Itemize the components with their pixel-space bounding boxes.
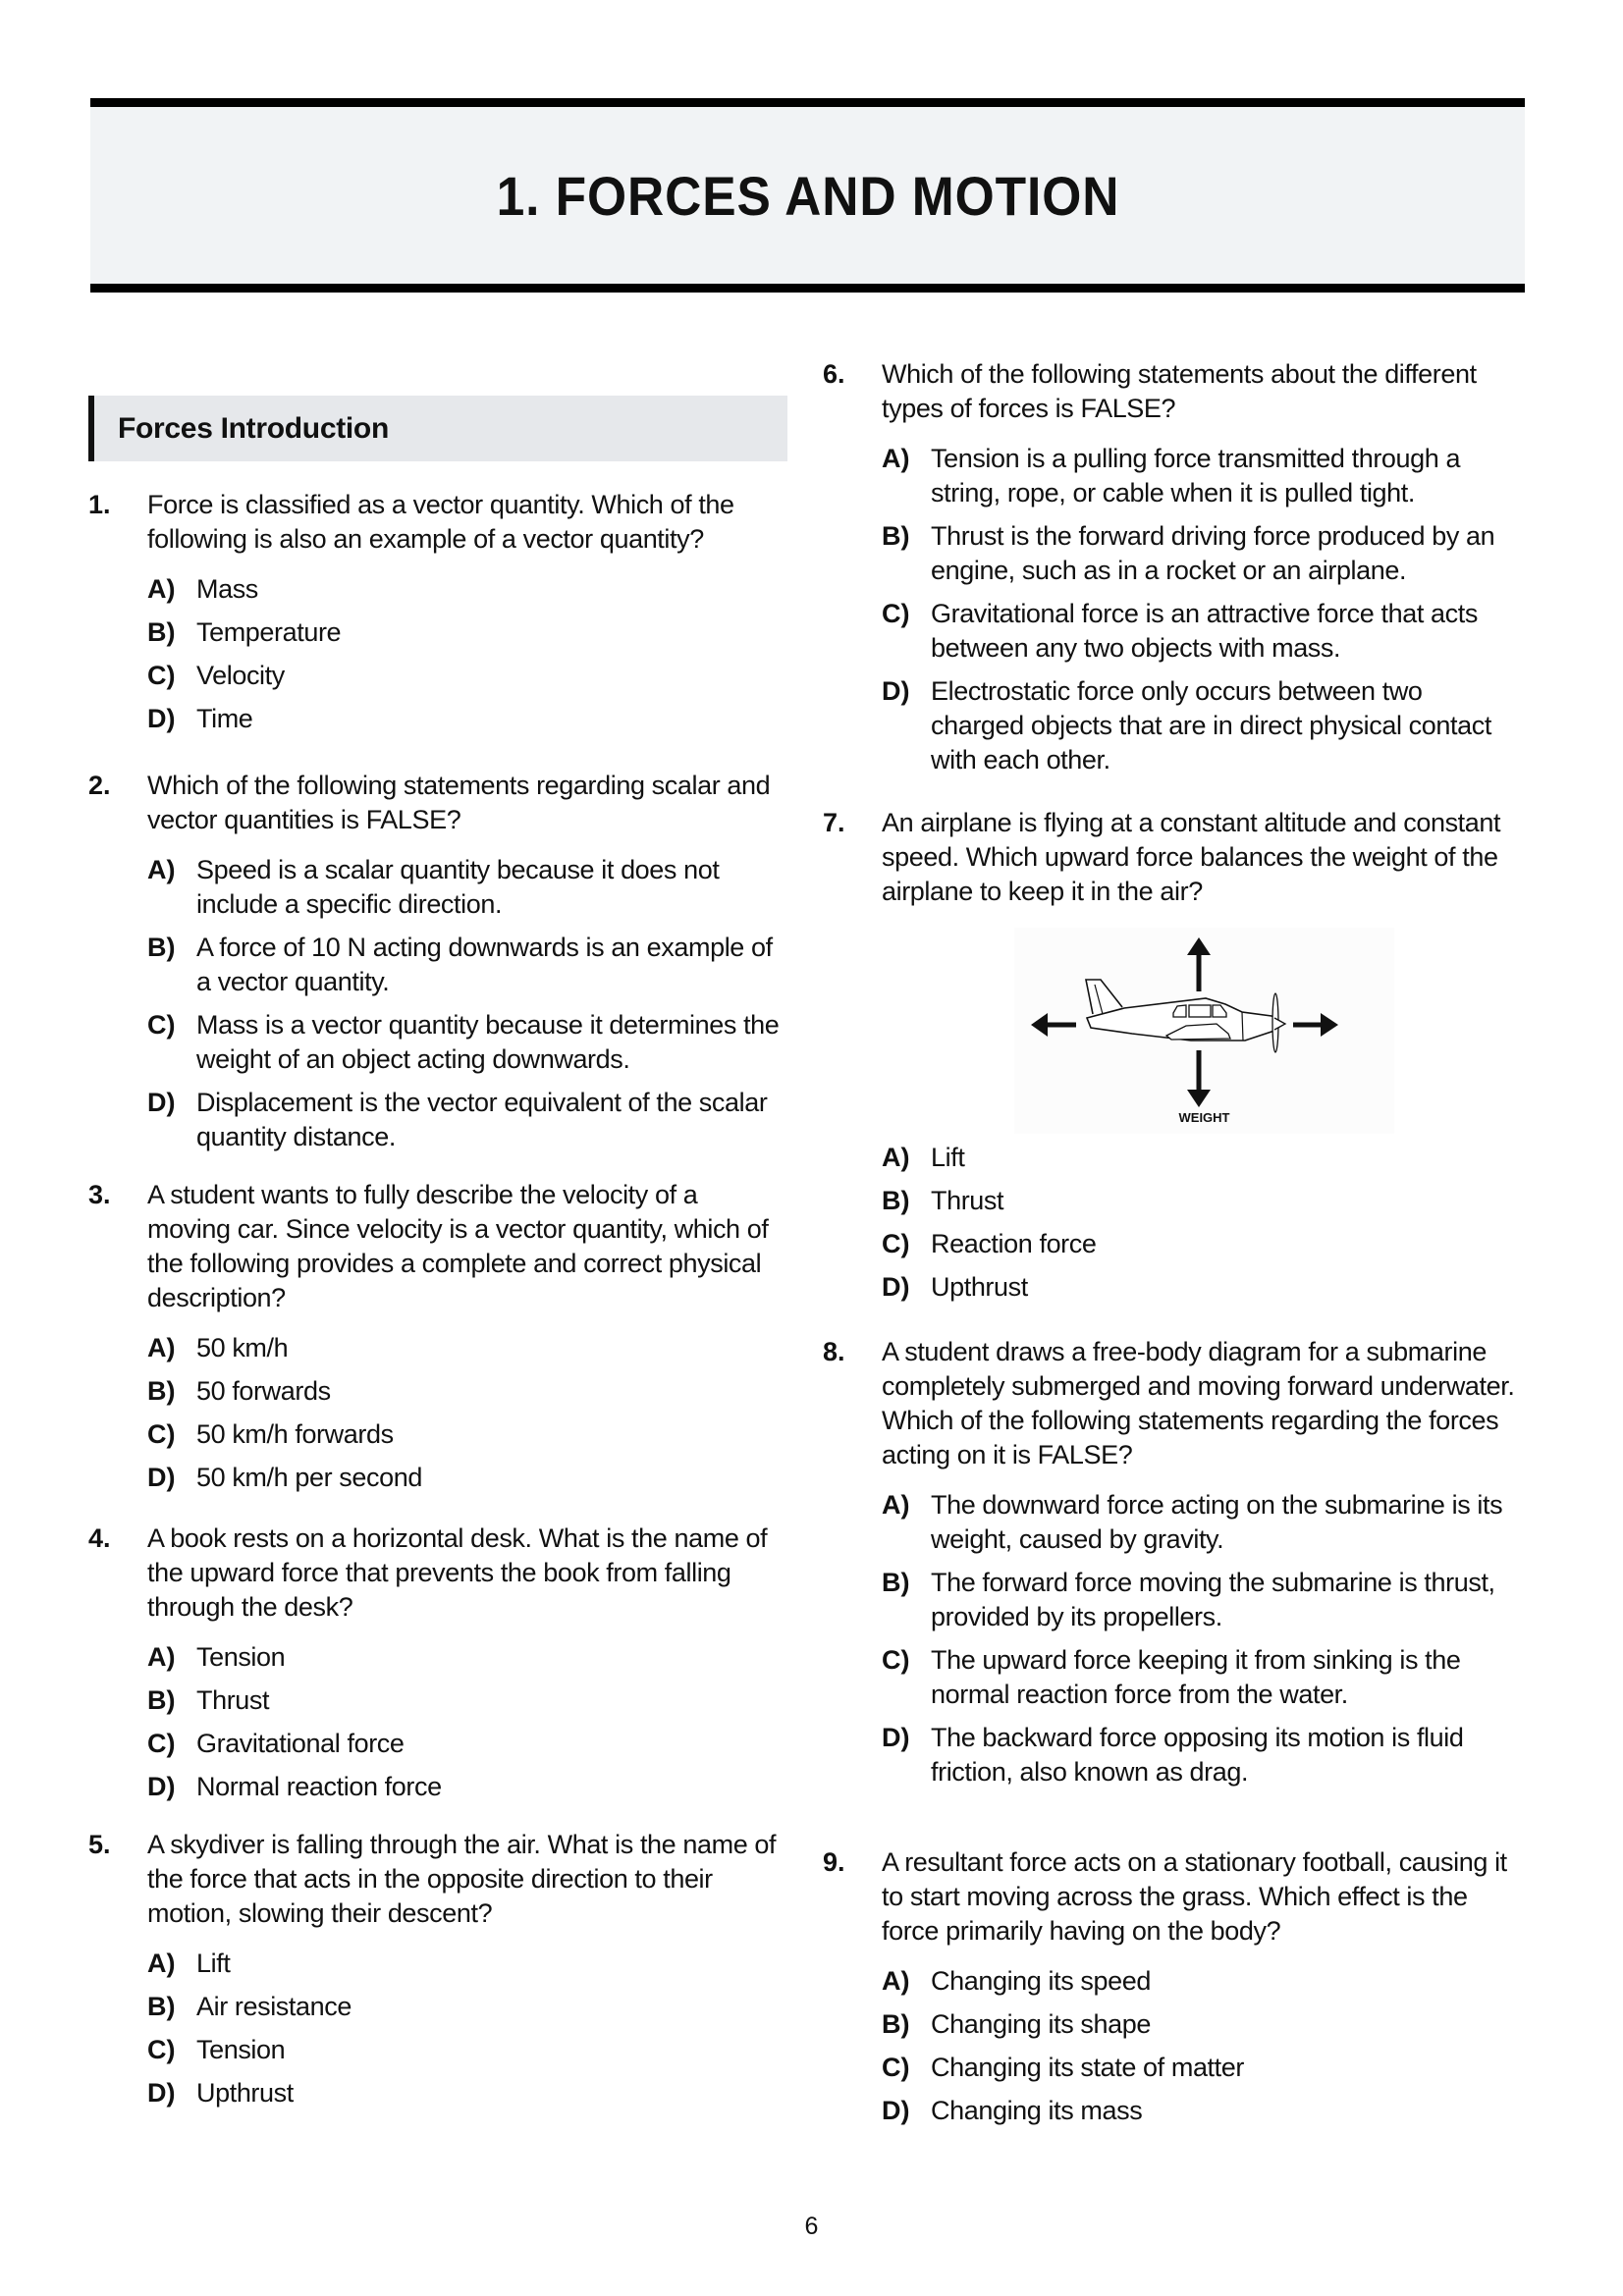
question-1 [88,488,787,745]
page-number: 6 [804,2213,819,2240]
option-letter: C) [147,1419,176,1449]
option-text: Thrust [196,1685,270,1715]
question-number: 5. [88,1830,111,1859]
options-list [882,442,1522,777]
section-title: Forces Introduction [118,411,389,445]
question-number: 2. [88,771,111,800]
option-text: Lift [196,1949,231,1978]
question-5 [88,1828,787,2119]
question-text: A student wants to fully describe the velocity of a moving car. Since velocity is a vector quantity, which of the following provides a complete and correct physical description? [147,1180,769,1312]
option-text: Mass [196,574,258,604]
option-text: The forward force moving the submarine is thrust, provided by its propellers. [931,1568,1495,1631]
option-letter: D) [147,704,176,733]
question-text: Which of the following statements about the different types of forces is FALSE? [882,359,1477,423]
figure-label: WEIGHT [1178,1110,1230,1125]
option-letter: B) [147,1685,176,1715]
option-letter: D) [882,1272,910,1302]
option-text: Changing its mass [931,2096,1143,2125]
options-list [147,1947,787,2110]
options-list [882,1964,1522,2128]
option-letter: C) [147,1729,176,1758]
option-letter: B) [147,1992,176,2021]
option-text: Tension is a pulling force transmitted through a string, rope, or cable when it is pulled tight. [931,444,1461,507]
option-letter: C) [882,2053,910,2082]
question-2 [88,769,787,1163]
option-a[interactable] [882,1964,1522,1999]
question-text: Force is classified as a vector quantity. Which of the following is also an example of a vector quantity? [147,490,734,554]
question-number: 3. [88,1180,111,1209]
option-text: Gravitational force [196,1729,405,1758]
option-text: Tension [196,2035,286,2064]
question-text: A book rests on a horizontal desk. What is the name of the upward force that prevents the book from falling through the desk? [147,1523,768,1622]
option-letter: B) [882,2009,910,2039]
option-text: Normal reaction force [196,1772,442,1801]
chapter-title: 1. FORCES AND MOTION [496,164,1119,227]
option-letter: A) [147,1333,176,1362]
option-a[interactable] [147,853,787,922]
option-text: Changing its speed [931,1966,1151,1996]
option-letter: A) [147,574,176,604]
question-number: 9. [823,1847,845,1877]
option-b[interactable] [147,1374,787,1409]
question-number: 4. [88,1523,111,1553]
options-list [147,1331,787,1495]
option-b[interactable] [882,519,1522,588]
options-list [147,853,787,1154]
option-text: Electrostatic force only occurs between two charged objects that are in direct physical contact with each other. [931,676,1491,774]
option-c[interactable] [147,1727,787,1761]
option-text: Tension [196,1642,286,1672]
option-text: Reaction force [931,1229,1097,1258]
option-letter: B) [147,1376,176,1406]
option-b[interactable] [882,2007,1522,2042]
option-b[interactable] [147,615,787,650]
option-a[interactable] [147,1947,787,1981]
option-letter: C) [882,599,910,628]
option-b[interactable] [882,1184,1522,1218]
option-letter: D) [882,2096,910,2125]
option-text: 50 km/h per second [196,1463,422,1492]
option-a[interactable] [882,1141,1522,1175]
option-text: Thrust is the forward driving force produced by an engine, such as in a rocket or an airplane. [931,521,1495,585]
option-b[interactable] [147,1683,787,1718]
option-text: Upthrust [931,1272,1028,1302]
options-list [147,1640,787,1804]
option-d[interactable] [882,1270,1522,1305]
option-text: Mass is a vector quantity because it determines the weight of an object acting downwards. [196,1010,780,1074]
option-text: 50 km/h forwards [196,1419,394,1449]
option-b[interactable] [882,1566,1522,1634]
option-letter: C) [147,661,176,690]
option-letter: A) [882,444,910,473]
options-list [882,1488,1522,1789]
option-text: The downward force acting on the submarine is its weight, caused by gravity. [931,1490,1503,1554]
question-text: A student draws a free-body diagram for a submarine completely submerged and moving forward underwater. Which of the following statements regarding the forces acting on it is FALSE? [882,1337,1515,1469]
option-d[interactable] [147,1770,787,1804]
option-c[interactable] [147,659,787,693]
question-text: An airplane is flying at a constant altitude and constant speed. Which upward force balances the weight of the airplane to keep it in the air? [882,808,1501,906]
option-b[interactable] [147,931,787,999]
option-letter: D) [147,1088,176,1117]
option-a[interactable] [882,1488,1522,1557]
question-3 [88,1178,787,1504]
option-c[interactable] [882,2051,1522,2085]
section-heading [88,396,787,461]
question-number: 1. [88,490,111,519]
option-d[interactable] [882,2094,1522,2128]
option-letter: C) [882,1645,910,1675]
option-d[interactable] [882,1721,1522,1789]
option-text: Temperature [196,617,342,647]
options-list [147,572,787,736]
option-c[interactable] [882,597,1522,666]
option-letter: A) [882,1490,910,1520]
option-text: Air resistance [196,1992,352,2021]
question-4 [88,1522,787,1813]
question-8 [823,1335,1522,1798]
option-d[interactable] [147,702,787,736]
option-text: Changing its shape [931,2009,1151,2039]
question-text: A skydiver is falling through the air. What is the name of the force that acts in the opposite direction to their motion, slowing their descent? [147,1830,777,1928]
question-number: 8. [823,1337,845,1366]
option-text: Upthrust [196,2078,294,2108]
option-letter: B) [147,933,176,962]
option-letter: D) [147,1772,176,1801]
option-letter: A) [147,855,176,884]
option-text: Velocity [196,661,285,690]
option-c[interactable] [882,1643,1522,1712]
option-d[interactable] [147,1086,787,1154]
chapter-title-band [90,98,1525,293]
option-a[interactable] [882,442,1522,510]
question-text: A resultant force acts on a stationary football, causing it to start moving across the grass. Which effect is the force primarily having on the body? [882,1847,1507,1946]
option-text: Time [196,704,253,733]
option-c[interactable] [147,2033,787,2067]
option-text: Thrust [931,1186,1004,1215]
option-letter: D) [882,1723,910,1752]
option-letter: A) [147,1949,176,1978]
option-letter: C) [147,2035,176,2064]
option-d[interactable] [147,1461,787,1495]
options-list [882,1141,1522,1305]
option-a[interactable] [147,572,787,607]
option-text: Displacement is the vector equivalent of the scalar quantity distance. [196,1088,768,1151]
airplane-diagram-icon [1014,928,1394,1134]
option-letter: A) [882,1143,910,1172]
option-b[interactable] [147,1990,787,2024]
option-text: Changing its state of matter [931,2053,1244,2082]
option-text: Gravitational force is an attractive force that acts between any two objects with mass. [931,599,1478,663]
option-a[interactable] [147,1331,787,1365]
option-c[interactable] [882,1227,1522,1261]
question-6 [823,357,1522,786]
question-9 [823,1845,1522,2137]
option-text: 50 km/h [196,1333,289,1362]
option-letter: B) [882,1186,910,1215]
question-number: 7. [823,808,845,837]
option-text: The upward force keeping it from sinking is the normal reaction force from the water. [931,1645,1461,1709]
question-number: 6. [823,359,845,389]
option-letter: D) [147,1463,176,1492]
option-letter: C) [147,1010,176,1040]
option-c[interactable] [147,1417,787,1452]
option-letter: B) [882,521,910,551]
option-text: Speed is a scalar quantity because it does not include a specific direction. [196,855,720,919]
option-a[interactable] [147,1640,787,1675]
option-letter: B) [882,1568,910,1597]
option-text: Lift [931,1143,965,1172]
option-letter: C) [882,1229,910,1258]
option-letter: D) [882,676,910,706]
option-letter: B) [147,617,176,647]
option-d[interactable] [882,674,1522,777]
airplane-forces-figure [1014,928,1394,1134]
option-d[interactable] [147,2076,787,2110]
option-text: The backward force opposing its motion is fluid friction, also known as drag. [931,1723,1464,1787]
question-text: Which of the following statements regarding scalar and vector quantities is FALSE? [147,771,771,834]
option-text: 50 forwards [196,1376,331,1406]
option-letter: A) [147,1642,176,1672]
option-letter: A) [882,1966,910,1996]
option-text: A force of 10 N acting downwards is an example of a vector quantity. [196,933,773,996]
option-c[interactable] [147,1008,787,1077]
option-letter: D) [147,2078,176,2108]
